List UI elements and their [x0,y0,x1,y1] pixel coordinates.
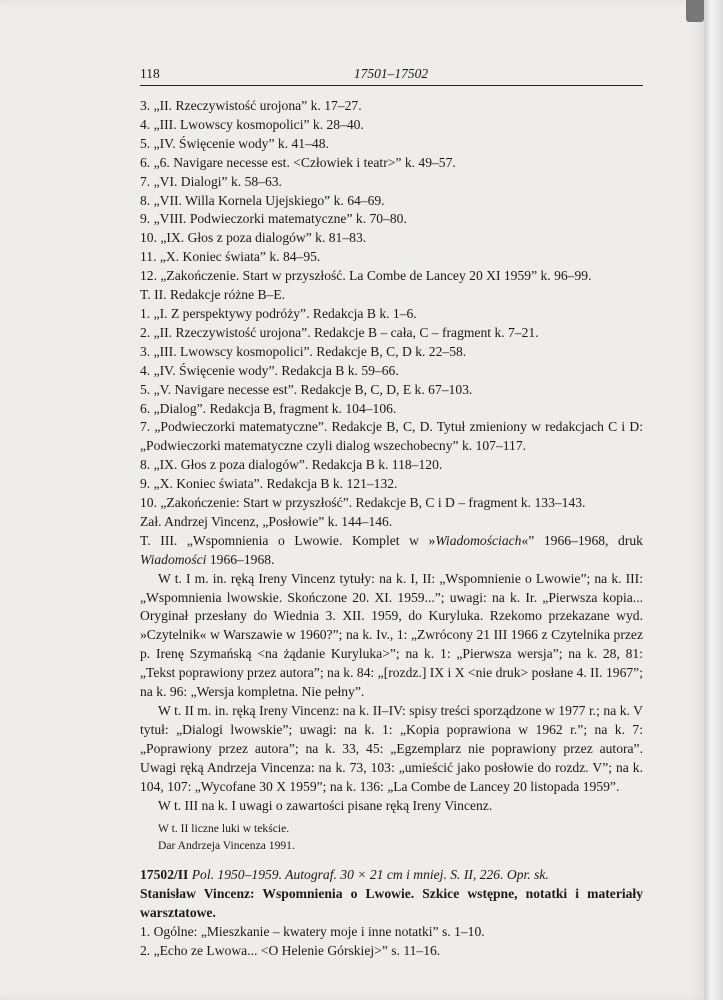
entry-header [140,866,643,885]
main-text [140,97,643,961]
page-number: 118 [140,66,160,81]
text-line: 7. „VI. Dialogi” k. 58–63. [140,173,282,189]
volume-1-remarks: W t. I m. in. ręką Ireny Vincenz tytuły: na k. I, II: „Wspomnienie o Lwowie”; na k. III: „Wspomnienia lwowskie. Skończone 20. XI. 1959...”; uwagi: na k. Ir. „Pierwsza kopia... Oryginał przesłany do Wiednia 3. XII. 1959, do Kuryluka. Rzekomo przekazane wyd. »Czytelnik« w Warszawie w 1960?”; na k. Iv., 1: „Zwrócony 21 III 1966 z Czytelnika przez p. Irenę Szymańską <na żądanie Kuryluka>”; na k. 1: „Pierwsza wersja”; na k. 28, 81: „Tekst poprawiony przez autora”; na k. 84: „[rozdz.] IX i X <nie druk> posłane 4. II. 1967”; na k. 96: „Wersja kompletna. Nie pełny”. [140,570,643,700]
text-line: 8. „VII. Willa Kornela Ujejskiego” k. 64–69. [140,192,385,208]
entry-meta: Pol. 1950–1959. Autograf. 30 × 21 cm i mniej. S. II, 226. Opr. sk. [188,867,549,883]
volume-2-remarks: W t. II m. in. ręką Ireny Vincenz: na k. II–IV: spisy treści sporządzone w 1977 r.; na k. V tytuł: „Dialogi lwowskie”; uwagi: na k. 1: „Kopia poprawiona w 1962 r.”; na k. 7: „Poprawiony przez autora”; na k. 33, 45: „Egzemplarz nie poprawiony przez autora”. Uwagi ręką Andrzeja Vincenza: na k. 73, 103: „umieścić jako posłowie do rozdz. V”; na k. 104, 107: „Wycofane 30 X 1959”; na k. 136: „La Combe de Lancey 20 listopada 1959”. [140,703,643,794]
text-line: 10. „IX. Głos z poza dialogów” k. 81–83. [140,230,367,246]
text-line: 9. „VIII. Podwieczorki matematyczne” k. 70–80. [140,211,407,227]
text-line: Zał. Andrzej Vincenz, „Posłowie” k. 144–146. [140,513,393,529]
journal-title: Wiadomościach [435,532,522,548]
text-line: 5. „IV. Święcenie wody” k. 41–48. [140,135,329,151]
text-line: 8. „IX. Głos z poza dialogów”. Redakcja B k. 118–120. [140,457,443,473]
page-edge [704,0,723,1000]
text-line: T. II. Redakcje różne B–E. [140,287,286,303]
page-header [140,66,642,86]
volume-3-text: T. III. „Wspomnienia o Lwowie. Komplet w » [140,532,436,548]
text-line: 3. „III. Lwowscy kosmopolici”. Redakcje B, C, D k. 22–58. [140,343,467,359]
text-line: 10. „Zakończenie: Start w przyszłość”. Redakcje B, C i D – fragment k. 133–143. [140,495,586,511]
text-line: 1. „I. Z perspektywy podróży”. Redakcja B k. 1–6. [140,305,417,321]
journal-title: Wiadomości [140,551,207,567]
text-line: 4. „III. Lwowscy kosmopolici” k. 28–40. [140,116,364,132]
running-title: 17501–17502 [353,66,429,81]
entry-title: Stanisław Vincenz: Wspomnienia o Lwowie. Szkice wstępne, notatki i materiały warsztatowe. [140,886,643,921]
volume-3-text: «” 1966–1968, druk [521,532,643,548]
text-line: 4. „IV. Święcenie wody”. Redakcja B k. 59–66. [140,362,399,378]
volume-3-line [140,532,643,570]
entry-number: 17502/II [140,867,189,883]
text-line: 5. „V. Navigare necesse est”. Redakcje B, C, D, E k. 67–103. [140,381,473,397]
header-rule [140,85,643,86]
text-line: 2. „II. Rzeczywistość urojona”. Redakcje B – cała, C – fragment k. 7–21. [140,324,539,340]
volume-3-remarks: W t. III na k. I uwagi o zawartości pisane ręką Ireny Vincenz. [158,797,493,813]
text-line: 12. „Zakończenie. Start w przyszłość. La Combe de Lancey 20 XI 1959” k. 96–99. [140,268,592,284]
footnote: W t. II liczne luki w tekście. [158,822,290,836]
text-line: 11. „X. Koniec świata” k. 84–95. [140,249,321,265]
binder-clip [686,0,704,22]
text-line: 3. „II. Rzeczywistość urojona” k. 17–27. [140,98,362,113]
text-line: 6. „6. Navigare necesse est. <Człowiek i teatr>” k. 49–57. [140,154,456,170]
footnote: Dar Andrzeja Vincenza 1991. [158,838,295,852]
entry-item: 2. „Echo ze Lwowa... <O Helenie Górskiej>” s. 11–16. [140,943,441,959]
entry-item: 1. Ogólne: „Mieszkanie – kwatery moje i inne notatki” s. 1–10. [140,924,485,940]
text-line: 9. „X. Koniec świata”. Redakcja B k. 121–132. [140,476,398,492]
volume-3-text: 1966–1968. [206,551,275,567]
text-paragraph: 7. „Podwieczorki matematyczne”. Redakcje B, C, D. Tytuł zmieniony w redakcjach C i D: „Podwieczorki matematyczne czyli dialog wszechobecny” k. 107–117. [140,419,643,454]
text-line: 6. „Dialog”. Redakcja B, fragment k. 104–106. [140,400,397,416]
